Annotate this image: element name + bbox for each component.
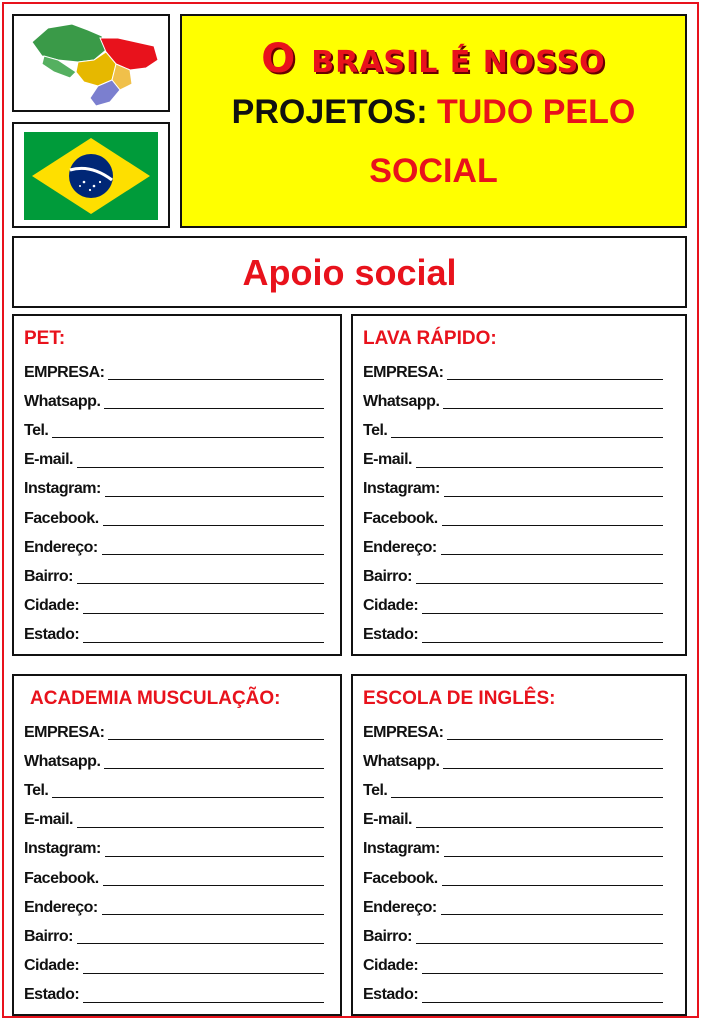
fill-in-line[interactable]	[83, 988, 324, 1003]
form-field-row	[363, 416, 663, 445]
fill-in-line[interactable]	[416, 453, 663, 468]
section-academia	[12, 674, 342, 1016]
field-label: E-mail.	[363, 451, 412, 469]
fill-in-line[interactable]	[442, 871, 663, 886]
fill-in-line[interactable]	[52, 423, 324, 438]
brazil-map-image	[14, 16, 168, 110]
field-label: Facebook.	[24, 869, 99, 887]
form-field-row	[24, 981, 324, 1010]
field-label: E-mail.	[24, 451, 73, 469]
fill-in-line[interactable]	[108, 365, 324, 380]
field-label: Whatsapp.	[363, 752, 440, 770]
form-field-row	[24, 835, 324, 864]
projects-label: PROJETOS:	[231, 93, 428, 131]
fill-in-line[interactable]	[441, 900, 663, 915]
form-field-row	[363, 747, 663, 776]
field-label: Estado:	[24, 626, 80, 644]
field-label: Bairro:	[24, 927, 73, 945]
field-label: Endereço:	[363, 538, 437, 556]
brazil-flag-box	[12, 122, 170, 228]
field-label: Cidade:	[363, 957, 419, 975]
fill-in-line[interactable]	[391, 423, 663, 438]
projects-value-line2: SOCIAL	[369, 152, 498, 190]
form-field-row	[363, 592, 663, 621]
form-field-row	[363, 981, 663, 1010]
field-label: Whatsapp.	[24, 752, 101, 770]
section-escola-ingles	[351, 674, 687, 1016]
fill-in-line[interactable]	[416, 813, 663, 828]
field-label: Cidade:	[24, 597, 80, 615]
form-field-row	[24, 475, 324, 504]
form-field-row	[24, 893, 324, 922]
fill-in-line[interactable]	[105, 482, 324, 497]
fill-in-line[interactable]	[52, 783, 324, 798]
fill-in-line[interactable]	[83, 628, 324, 643]
fill-in-line[interactable]	[77, 813, 324, 828]
fill-in-line[interactable]	[422, 988, 663, 1003]
fill-in-line[interactable]	[444, 842, 663, 857]
fill-in-line[interactable]	[77, 453, 324, 468]
form-field-row	[24, 806, 324, 835]
brand-title: O BRASIL É NOSSO	[261, 36, 606, 82]
field-label: Tel.	[363, 781, 388, 799]
section-pet	[12, 314, 342, 656]
field-label: Cidade:	[363, 597, 419, 615]
fill-in-line[interactable]	[102, 540, 324, 555]
form-field-row	[363, 922, 663, 951]
field-label: Instagram:	[24, 840, 101, 858]
fill-in-line[interactable]	[443, 754, 663, 769]
form-field-row	[24, 776, 324, 805]
field-label: Estado:	[363, 626, 419, 644]
field-label: Estado:	[363, 986, 419, 1004]
fill-in-line[interactable]	[83, 599, 324, 614]
form-field-row	[24, 387, 324, 416]
fill-in-line[interactable]	[77, 929, 324, 944]
form-field-row	[24, 533, 324, 562]
field-label: Facebook.	[24, 509, 99, 527]
fill-in-line[interactable]	[391, 783, 663, 798]
fill-in-line[interactable]	[447, 725, 663, 740]
form-field-row	[363, 475, 663, 504]
section-title: PET:	[24, 328, 66, 349]
form-field-row	[24, 504, 324, 533]
fill-in-line[interactable]	[442, 511, 663, 526]
form-field-row	[363, 504, 663, 533]
fill-in-line[interactable]	[108, 725, 324, 740]
form-field-row	[363, 446, 663, 475]
section-title: ESCOLA DE INGLÊS:	[363, 688, 556, 709]
form-field-row	[363, 562, 663, 591]
field-label: Endereço:	[24, 538, 98, 556]
fill-in-line[interactable]	[444, 482, 663, 497]
field-label: EMPRESA:	[24, 723, 105, 741]
form-field-row	[24, 718, 324, 747]
fill-in-line[interactable]	[77, 569, 324, 584]
form-field-row	[363, 864, 663, 893]
fill-in-line[interactable]	[447, 365, 663, 380]
field-label: Facebook.	[363, 509, 438, 527]
form-field-row	[24, 562, 324, 591]
field-label: Tel.	[363, 421, 388, 439]
section-lava-rapido	[351, 314, 687, 656]
form-fields	[24, 718, 324, 1010]
fill-in-line[interactable]	[422, 599, 663, 614]
form-field-row	[24, 864, 324, 893]
form-field-row	[363, 718, 663, 747]
field-label: Endereço:	[363, 898, 437, 916]
fill-in-line[interactable]	[416, 929, 663, 944]
form-field-row	[363, 358, 663, 387]
brazil-map-box	[12, 14, 170, 112]
form-field-row	[363, 621, 663, 650]
form-field-row	[24, 592, 324, 621]
section-title: ACADEMIA MUSCULAÇÃO:	[30, 688, 281, 709]
section-title: LAVA RÁPIDO:	[363, 328, 497, 349]
fill-in-line[interactable]	[443, 394, 663, 409]
field-label: Instagram:	[24, 480, 101, 498]
fill-in-line[interactable]	[422, 628, 663, 643]
form-field-row	[363, 893, 663, 922]
form-field-row	[24, 416, 324, 445]
field-label: Tel.	[24, 421, 49, 439]
field-label: Bairro:	[363, 567, 412, 585]
form-fields	[363, 358, 663, 650]
field-label: EMPRESA:	[363, 363, 444, 381]
form-field-row	[363, 806, 663, 835]
fill-in-line[interactable]	[104, 394, 324, 409]
form-field-row	[24, 922, 324, 951]
header-panel	[180, 14, 687, 228]
fill-in-line[interactable]	[416, 569, 663, 584]
form-field-row	[363, 776, 663, 805]
fill-in-line[interactable]	[103, 511, 324, 526]
field-label: Bairro:	[24, 567, 73, 585]
fill-in-line[interactable]	[104, 754, 324, 769]
field-label: E-mail.	[363, 811, 412, 829]
subtitle-panel	[12, 236, 687, 308]
fill-in-line[interactable]	[102, 900, 324, 915]
field-label: Cidade:	[24, 957, 80, 975]
field-label: EMPRESA:	[363, 723, 444, 741]
form-field-row	[24, 747, 324, 776]
brazil-flag-image	[14, 124, 168, 226]
fill-in-line[interactable]	[103, 871, 324, 886]
field-label: E-mail.	[24, 811, 73, 829]
fill-in-line[interactable]	[105, 842, 324, 857]
field-label: Endereço:	[24, 898, 98, 916]
form-fields	[363, 718, 663, 1010]
field-label: Bairro:	[363, 927, 412, 945]
form-field-row	[363, 533, 663, 562]
form-fields	[24, 358, 324, 650]
form-field-row	[24, 446, 324, 475]
field-label: Tel.	[24, 781, 49, 799]
field-label: Whatsapp.	[24, 392, 101, 410]
field-label: Instagram:	[363, 840, 440, 858]
form-field-row	[363, 835, 663, 864]
form-field-row	[24, 952, 324, 981]
form-field-row	[363, 952, 663, 981]
fill-in-line[interactable]	[441, 540, 663, 555]
projects-heading	[182, 92, 685, 132]
form-field-row	[24, 621, 324, 650]
form-field-row	[24, 358, 324, 387]
fill-in-line[interactable]	[422, 959, 663, 974]
fill-in-line[interactable]	[83, 959, 324, 974]
field-label: Instagram:	[363, 480, 440, 498]
field-label: Whatsapp.	[363, 392, 440, 410]
field-label: EMPRESA:	[24, 363, 105, 381]
field-label: Estado:	[24, 986, 80, 1004]
form-field-row	[363, 387, 663, 416]
subtitle: Apoio social	[242, 252, 457, 293]
field-label: Facebook.	[363, 869, 438, 887]
projects-value: TUDO PELO	[436, 93, 636, 131]
